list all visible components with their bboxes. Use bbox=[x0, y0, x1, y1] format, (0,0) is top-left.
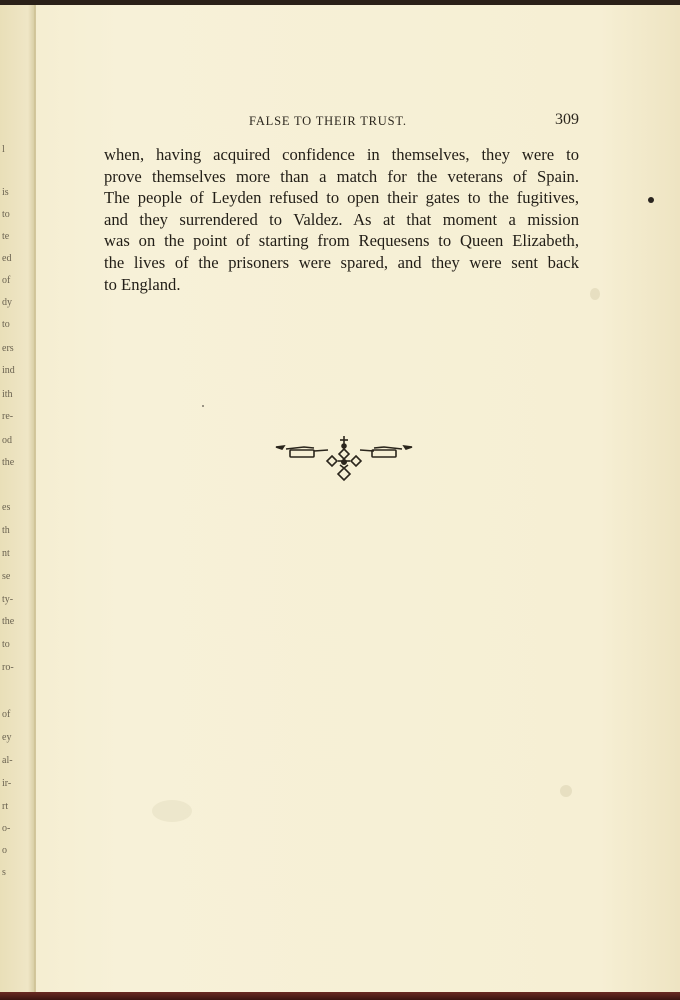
bleed-fragment: es bbox=[2, 502, 11, 513]
bleed-fragment: al- bbox=[2, 755, 13, 766]
bleed-fragment: the bbox=[2, 616, 15, 627]
bleed-fragment: th bbox=[2, 525, 10, 536]
bleed-fragment: dy bbox=[2, 297, 12, 308]
bleed-fragment: ed bbox=[2, 253, 12, 264]
running-header bbox=[104, 111, 579, 131]
text-line: to England. bbox=[104, 274, 181, 294]
bleed-fragment: of bbox=[2, 709, 11, 720]
bleed-fragment: ty- bbox=[2, 594, 14, 605]
page-bottom-edge bbox=[0, 992, 680, 1000]
bleed-fragment: o bbox=[2, 845, 7, 856]
ink-speck bbox=[648, 197, 654, 203]
page-number: 309 bbox=[555, 111, 579, 128]
bleed-fragment: the bbox=[2, 457, 15, 468]
bleed-fragment: od bbox=[2, 435, 12, 446]
bleed-fragment: nt bbox=[2, 548, 10, 559]
text-line: prove themselves more than a match for the veterans of Spain. bbox=[104, 166, 579, 186]
ink-speck bbox=[202, 405, 204, 407]
bleed-fragment: te bbox=[2, 231, 10, 242]
text-line: the lives of the prisoners were spared, and they were sent back bbox=[104, 252, 579, 272]
bleed-fragment: o- bbox=[2, 823, 11, 834]
text-line: was on the point of starting from Requesens to Queen Elizabeth, bbox=[104, 231, 579, 251]
paper-smudge bbox=[560, 785, 572, 797]
bleed-fragment: l bbox=[2, 144, 5, 155]
binding-gutter bbox=[0, 5, 36, 992]
running-title: FALSE TO THEIR TRUST. bbox=[249, 114, 407, 128]
bleed-fragment: ir- bbox=[2, 778, 12, 789]
bleed-fragment: ers bbox=[2, 343, 14, 354]
bleed-fragment: re- bbox=[2, 411, 14, 422]
bleed-fragment: s bbox=[2, 867, 6, 878]
bleed-fragment: to bbox=[2, 639, 10, 650]
bleed-fragment: ith bbox=[2, 389, 13, 400]
bleed-fragment: se bbox=[2, 571, 11, 582]
text-line: The people of Leyden refused to open their gates to the fugitives, bbox=[104, 188, 579, 208]
text-line: and they surrendered to Valdez. As at that moment a mission bbox=[104, 209, 579, 229]
bleed-fragment: ind bbox=[2, 365, 15, 376]
bleed-fragment: ey bbox=[2, 732, 12, 743]
tailpiece-ornament-icon bbox=[274, 434, 414, 488]
body-paragraph bbox=[104, 144, 579, 295]
paper-smudge bbox=[152, 800, 192, 822]
bleed-fragment: to bbox=[2, 209, 10, 220]
bleed-fragment: rt bbox=[2, 801, 9, 812]
bleed-fragment: ro- bbox=[2, 662, 14, 673]
page-top-edge bbox=[0, 0, 680, 5]
bleed-fragment: of bbox=[2, 275, 11, 286]
paper-smudge bbox=[590, 288, 600, 300]
bleed-fragment: to bbox=[2, 319, 10, 330]
gutter-fold-line bbox=[34, 5, 36, 992]
text-line: when, having acquired confidence in themselves, they were to bbox=[104, 145, 579, 164]
bleed-fragment: is bbox=[2, 187, 9, 198]
